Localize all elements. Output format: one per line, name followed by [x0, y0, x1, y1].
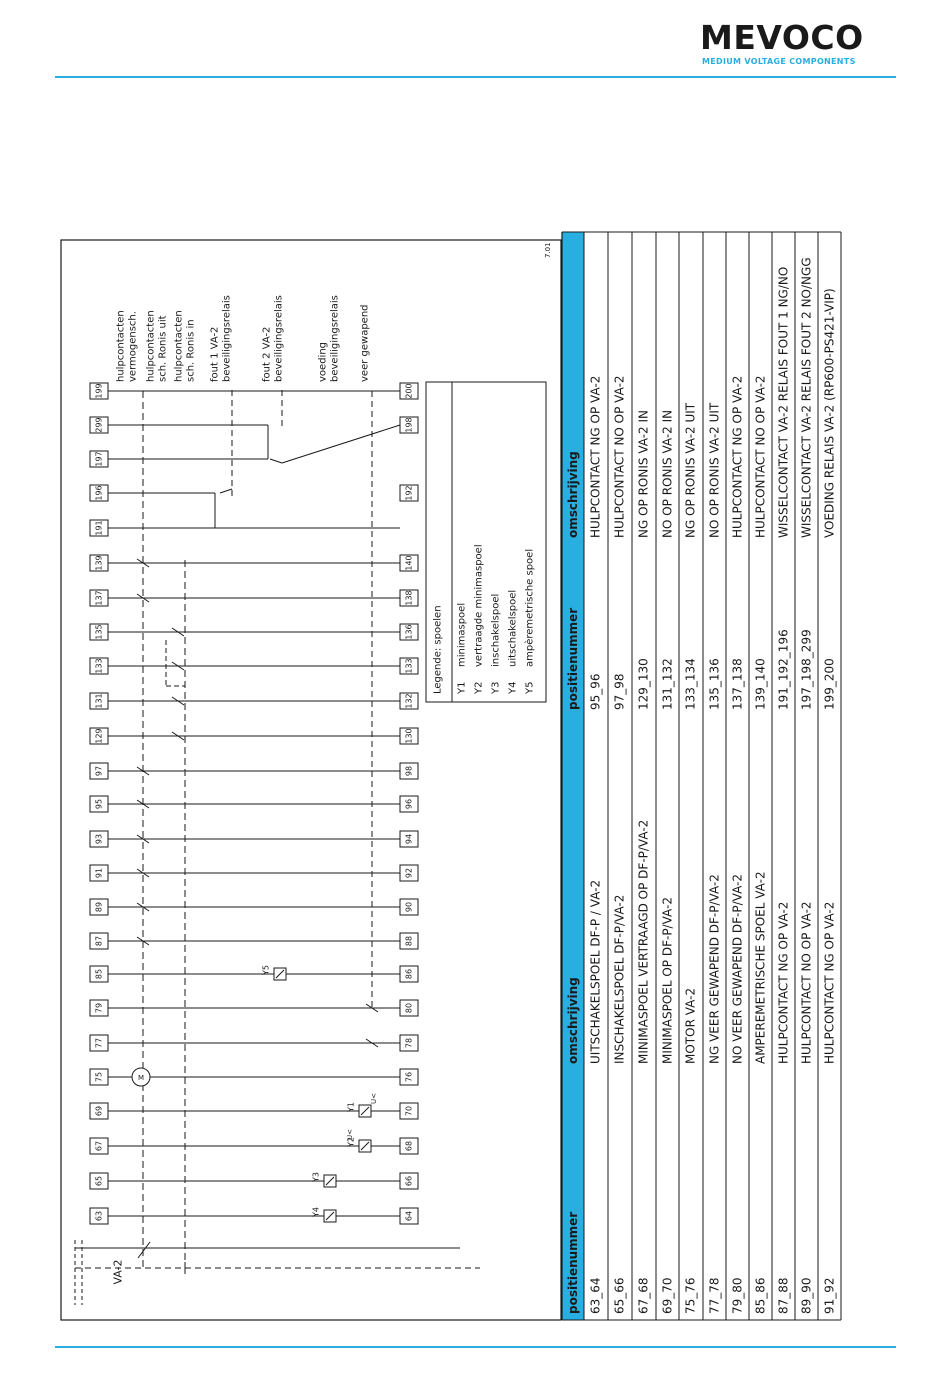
table-cell-pos: 89_90	[799, 1277, 814, 1314]
bottom-terminal-label: 88	[404, 935, 414, 947]
breaker-contact	[138, 1242, 150, 1258]
top-terminal-label: 91	[94, 867, 104, 879]
table-cell-desc-2: VOEDING RELAIS VA-2 (RP600-PS421-VIP)	[822, 288, 837, 538]
table-cell-desc: UITSCHAKELSPOEL DF-P / VA-2	[588, 879, 603, 1064]
table-cell-pos-2: 191_192_196	[776, 629, 791, 710]
legend-text: minimaspoel	[456, 602, 468, 667]
bottom-terminal-label: 86	[404, 968, 414, 980]
table-cell-pos-2: 197_198_299	[799, 629, 814, 710]
top-terminal-label: 65	[94, 1175, 104, 1187]
table-cell-pos-2: 131_132	[660, 658, 675, 710]
legend-text: inschakelspoel	[490, 593, 502, 667]
table-cell-pos: 77_78	[707, 1277, 722, 1314]
function-label-line2: beveiligingsrelais	[329, 295, 341, 382]
function-label-line1: hulpcontacten	[173, 310, 185, 382]
table-cell-desc: AMPEREMETRISCHE SPOEL VA-2	[753, 871, 768, 1064]
bottom-terminal-label: 96	[404, 798, 414, 810]
table-cell-pos-2: 137_138	[730, 658, 745, 710]
motor-icon-glyph: M	[137, 1074, 145, 1082]
table-cell-desc: NG VEER GEWAPEND DF-P/VA-2	[707, 874, 722, 1064]
legend-title: Legende: spoelen	[432, 605, 444, 694]
bottom-terminal-label: 78	[404, 1037, 414, 1049]
top-terminal-label: 197	[94, 451, 104, 467]
function-label-line1: veer gewapend	[359, 304, 371, 382]
coil-y4-label: Y4	[311, 1207, 321, 1217]
top-terminal-label: 133	[94, 658, 104, 674]
legend-text: vertraagde minimaspoel	[473, 544, 485, 667]
function-label-line2: beveiligingsrelais	[221, 295, 233, 382]
bottom-terminal-label: 70	[404, 1105, 414, 1117]
table-cell-pos-2: 199_200	[822, 658, 837, 710]
table-cell-pos: 79_80	[730, 1277, 745, 1314]
table-cell-pos: 75_76	[683, 1277, 698, 1314]
table-cell-desc-2: NO OP RONIS VA-2 IN	[660, 409, 675, 538]
table-header-pos-2: positienummer	[566, 607, 580, 710]
bottom-terminal-label: 198	[404, 417, 414, 433]
bottom-terminal-label: 92	[404, 867, 414, 879]
top-terminal-label: 131	[94, 693, 104, 709]
legend-code: Y3	[490, 681, 502, 694]
top-terminal-label: 89	[94, 901, 104, 913]
table-cell-desc-2: WISSELCONTACT VA-2 RELAIS FOUT 2 NO/NGG	[799, 257, 814, 538]
top-terminal-label: 299	[94, 417, 104, 433]
fault2-contact	[270, 459, 282, 463]
table-cell-pos: 67_68	[636, 1277, 651, 1314]
function-label-line2: sch. Ronis in	[185, 319, 197, 382]
table-cell-desc: HULPCONTACT NO OP VA-2	[799, 901, 814, 1064]
top-terminal-label: 77	[94, 1037, 104, 1049]
table-cell-desc: HULPCONTACT NG OP VA-2	[822, 901, 837, 1064]
bottom-terminal-label: 64	[404, 1210, 414, 1222]
breaker-label: VA-2	[111, 1259, 125, 1285]
top-terminal-label: 97	[94, 765, 104, 777]
bottom-terminal-label: 66	[404, 1175, 414, 1187]
top-terminal-label: 75	[94, 1071, 104, 1083]
top-terminal-label: 135	[94, 624, 104, 640]
top-terminal-label: 85	[94, 968, 104, 980]
bottom-terminal-label: 90	[404, 901, 414, 913]
table-cell-desc: MINIMASPOEL OP DF-P/VA-2	[660, 897, 675, 1064]
bottom-terminal-label: 192	[404, 485, 414, 501]
function-label-line2: sch. Ronis uit	[157, 315, 169, 382]
sheet-number: 7.01	[544, 242, 552, 258]
top-terminal-label: 63	[94, 1210, 104, 1222]
function-label-line2: vermogensch.	[127, 311, 139, 382]
top-terminal-label: 87	[94, 935, 104, 947]
top-terminal-label: 69	[94, 1105, 104, 1117]
table-cell-desc-2: NG OP RONIS VA-2 UIT	[683, 402, 698, 538]
bottom-terminal-label: 94	[404, 833, 414, 845]
top-terminal-label: 137	[94, 590, 104, 606]
top-terminal-label: 139	[94, 555, 104, 571]
top-terminal-label: 196	[94, 485, 104, 501]
function-label-line1: voeding	[317, 342, 329, 382]
legend-text: uitschakelspoel	[507, 589, 519, 667]
legend-code: Y1	[456, 681, 468, 694]
top-terminal-label: 93	[94, 833, 104, 845]
bottom-terminal-label: 136	[404, 624, 414, 640]
legend-code: Y4	[507, 681, 519, 694]
legend-code: Y5	[524, 681, 536, 694]
top-terminal-label: 95	[94, 798, 104, 810]
function-label-line1: fout 2 VA-2	[261, 326, 273, 382]
top-terminal-label: 199	[94, 383, 104, 399]
bottom-terminal-label: 138	[404, 590, 414, 606]
table-cell-desc-2: WISSELCONTACT VA-2 RELAIS FOUT 1 NG/NO	[776, 266, 791, 538]
function-label-line1: fout 1 VA-2	[209, 326, 221, 382]
table-cell-desc: HULPCONTACT NG OP VA-2	[776, 901, 791, 1064]
bottom-terminal-label: 133	[404, 658, 414, 674]
table-cell-desc-2: HULPCONTACT NO OP VA-2	[753, 375, 768, 538]
bottom-terminal-label: 68	[404, 1140, 414, 1152]
table-cell-pos: 63_64	[588, 1277, 603, 1314]
bottom-terminal-label: 140	[404, 555, 414, 571]
table-cell-desc: MINIMASPOEL VERTRAAGD OP DF-P/VA-2	[636, 819, 651, 1064]
undervoltage-mark: U<	[346, 1129, 354, 1140]
top-terminal-label: 67	[94, 1140, 104, 1152]
table-cell-pos-2: 95_96	[588, 673, 603, 710]
fault1-contact	[220, 489, 232, 493]
table-cell-pos: 65_66	[612, 1277, 627, 1314]
table-cell-pos-2: 133_134	[683, 658, 698, 710]
table-cell-pos-2: 129_130	[636, 658, 651, 710]
logo-tagline: MEDIUM VOLTAGE COMPONENTS	[702, 57, 856, 66]
top-terminal-label: 191	[94, 520, 104, 536]
table-cell-pos-2: 135_136	[707, 658, 722, 710]
table-cell-desc-2: HULPCONTACT NG OP VA-2	[588, 375, 603, 538]
bottom-terminal-label: 200	[404, 383, 414, 399]
table-cell-desc-2: NO OP RONIS VA-2 UIT	[707, 402, 722, 538]
function-label-line2: beveiligingsrelais	[273, 295, 285, 382]
table-cell-pos: 87_88	[776, 1277, 791, 1314]
coil-y2-label: Y2	[346, 1137, 356, 1147]
coil-y3-label: Y3	[311, 1172, 321, 1182]
top-terminal-label: 129	[94, 728, 104, 744]
coil-y5-label: Y5	[261, 965, 271, 975]
legend-text: ampèremetrische spoel	[524, 548, 536, 667]
bottom-terminal-label: 98	[404, 765, 414, 777]
top-terminal-label: 79	[94, 1002, 104, 1014]
table-header-pos: positienummer	[566, 1211, 580, 1314]
logo-wordmark: MEVOCO	[700, 18, 864, 57]
table-cell-pos: 69_70	[660, 1277, 675, 1314]
legend-code: Y2	[473, 681, 485, 694]
table-cell-pos-2: 139_140	[753, 658, 768, 710]
bottom-terminal-label: 132	[404, 693, 414, 709]
bottom-terminal-label: 130	[404, 728, 414, 744]
function-label-line1: hulpcontacten	[145, 310, 157, 382]
table-cell-desc: NO VEER GEWAPEND DF-P/VA-2	[730, 873, 745, 1064]
fault2-wire-out	[282, 425, 400, 463]
table-cell-pos-2: 97_98	[612, 673, 627, 710]
table-header-band	[562, 232, 584, 1320]
coil-y1-label: Y1	[346, 1102, 356, 1112]
function-label-line1: hulpcontacten	[115, 310, 127, 382]
table-cell-desc: INSCHAKELSPOEL DF-P/VA-2	[612, 894, 627, 1064]
table-cell-desc: MOTOR VA-2	[683, 987, 698, 1064]
table-cell-pos: 85_86	[753, 1277, 768, 1314]
table-header-desc: omschrijving	[566, 977, 580, 1064]
bottom-terminal-label: 76	[404, 1071, 414, 1083]
bottom-terminal-label: 80	[404, 1002, 414, 1014]
table-cell-pos: 91_92	[822, 1277, 837, 1314]
undervoltage-mark-2: U<	[370, 1093, 378, 1104]
table-cell-desc-2: HULPCONTACT NG OP VA-2	[730, 375, 745, 538]
table-cell-desc-2: NG OP RONIS VA-2 IN	[636, 410, 651, 538]
table-header-desc-2: omschrijving	[566, 451, 580, 538]
table-cell-desc-2: HULPCONTACT NO OP VA-2	[612, 375, 627, 538]
